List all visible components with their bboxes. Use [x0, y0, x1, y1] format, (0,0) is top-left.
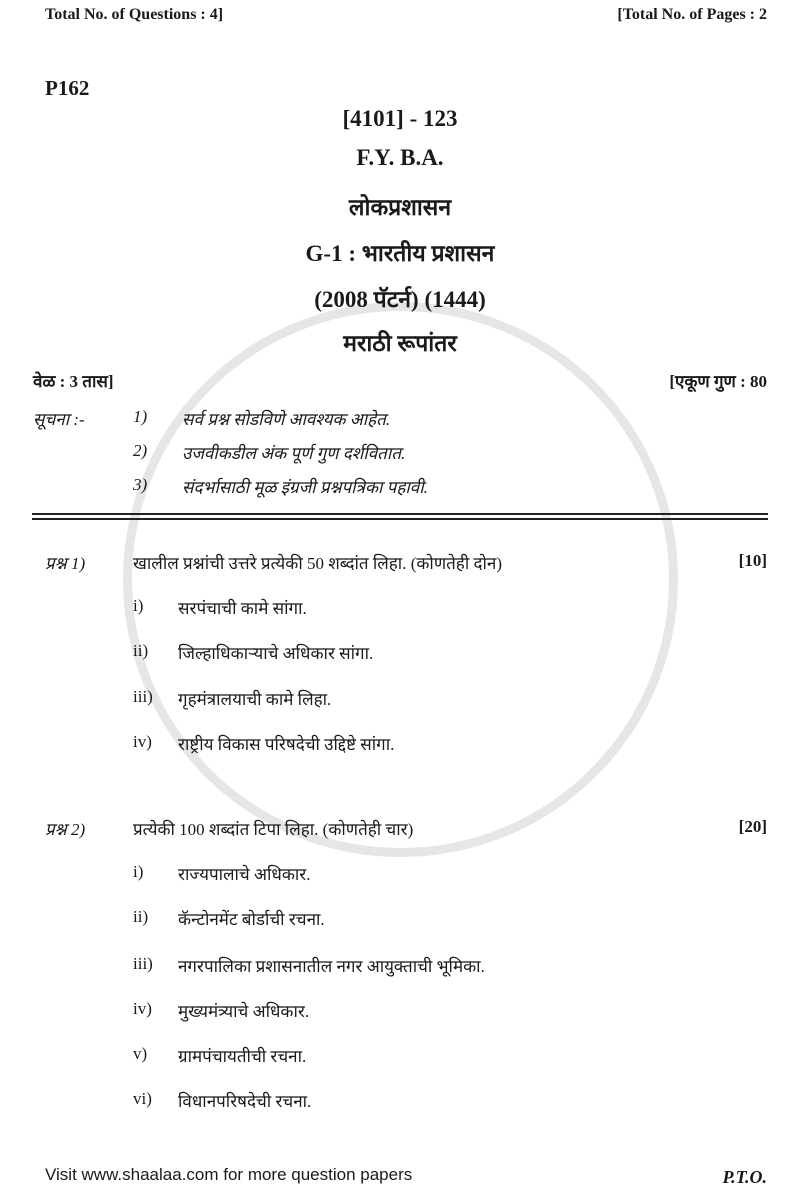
instruction-num: 3) [133, 475, 148, 494]
item-text: राज्यपालाचे अधिकार. [178, 865, 311, 884]
footer-visit-link[interactable]: Visit www.shaalaa.com for more question papers [45, 1165, 413, 1184]
item-text: सरपंचाची कामे सांगा. [178, 599, 307, 618]
item-num: i) [133, 862, 144, 881]
total-pages: [Total No. of Pages : 2 [617, 6, 767, 23]
item-text: जिल्हाधिकाऱ्याचे अधिकार सांगा. [178, 644, 374, 663]
question-text: खालील प्रश्नांची उत्तरे प्रत्येकी 50 शब्दांत लिहा. (कोणतेही दोन) [133, 554, 503, 573]
paper-code-left: P162 [45, 76, 90, 100]
instruction-num: 1) [133, 407, 148, 426]
footer-pto: P.T.O. [722, 1167, 767, 1187]
item-text: कॅन्टोनमेंट बोर्डाची रचना. [178, 910, 325, 929]
item-text: विधानपरिषदेची रचना. [178, 1092, 312, 1111]
divider-top [32, 513, 768, 515]
total-questions: Total No. of Questions : 4] [45, 6, 224, 23]
item-num: ii) [133, 641, 149, 660]
course-name: F.Y. B.A. [356, 145, 444, 170]
watermark-circle [123, 302, 678, 857]
item-text: गृहमंत्रालयाची कामे लिहा. [178, 690, 332, 709]
item-text: मुख्यमंत्र्याचे अधिकार. [178, 1002, 310, 1021]
item-text: नगरपालिका प्रशासनातील नगर आयुक्ताची भूमिका. [178, 957, 485, 976]
question-marks: [10] [738, 551, 767, 570]
instruction-num: 2) [133, 441, 148, 460]
item-num: iii) [133, 687, 153, 706]
item-num: v) [133, 1044, 148, 1063]
question-marks: [20] [738, 817, 767, 836]
paper-code: [4101] - 123 [342, 106, 458, 131]
instruction-text: सर्व प्रश्न सोडविणे आवश्यक आहेत. [182, 410, 391, 429]
paper-title: G-1 : भारतीय प्रशासन [305, 241, 495, 266]
divider-bottom [32, 518, 768, 520]
item-num: vi) [133, 1089, 152, 1108]
item-num: ii) [133, 907, 149, 926]
time-allowed: वेळ : 3 तास] [33, 372, 114, 391]
instruction-text: उजवीकडील अंक पूर्ण गुण दर्शवितात. [182, 444, 406, 463]
question-label: प्रश्न 1) [45, 554, 86, 573]
instructions-label: सूचना :- [33, 410, 85, 429]
item-text: ग्रामपंचायतीची रचना. [178, 1047, 307, 1066]
max-marks: [एकूण गुण : 80 [669, 372, 767, 391]
question-text: प्रत्येकी 100 शब्दांत टिपा लिहा. (कोणतेही चार) [133, 820, 414, 839]
subject-name: लोकप्रशासन [348, 195, 452, 220]
item-num: i) [133, 596, 144, 615]
item-num: iii) [133, 954, 153, 973]
instruction-text: संदर्भासाठी मूळ इंग्रजी प्रश्नपत्रिका पहावी. [182, 478, 428, 497]
version: मराठी रूपांतर [343, 331, 457, 356]
item-num: iv) [133, 999, 152, 1018]
pattern: (2008 पॅटर्न) (1444) [314, 287, 486, 312]
item-text: राष्ट्रीय विकास परिषदेची उद्दिष्टे सांगा. [178, 735, 395, 754]
question-label: प्रश्न 2) [45, 820, 86, 839]
item-num: iv) [133, 732, 152, 751]
